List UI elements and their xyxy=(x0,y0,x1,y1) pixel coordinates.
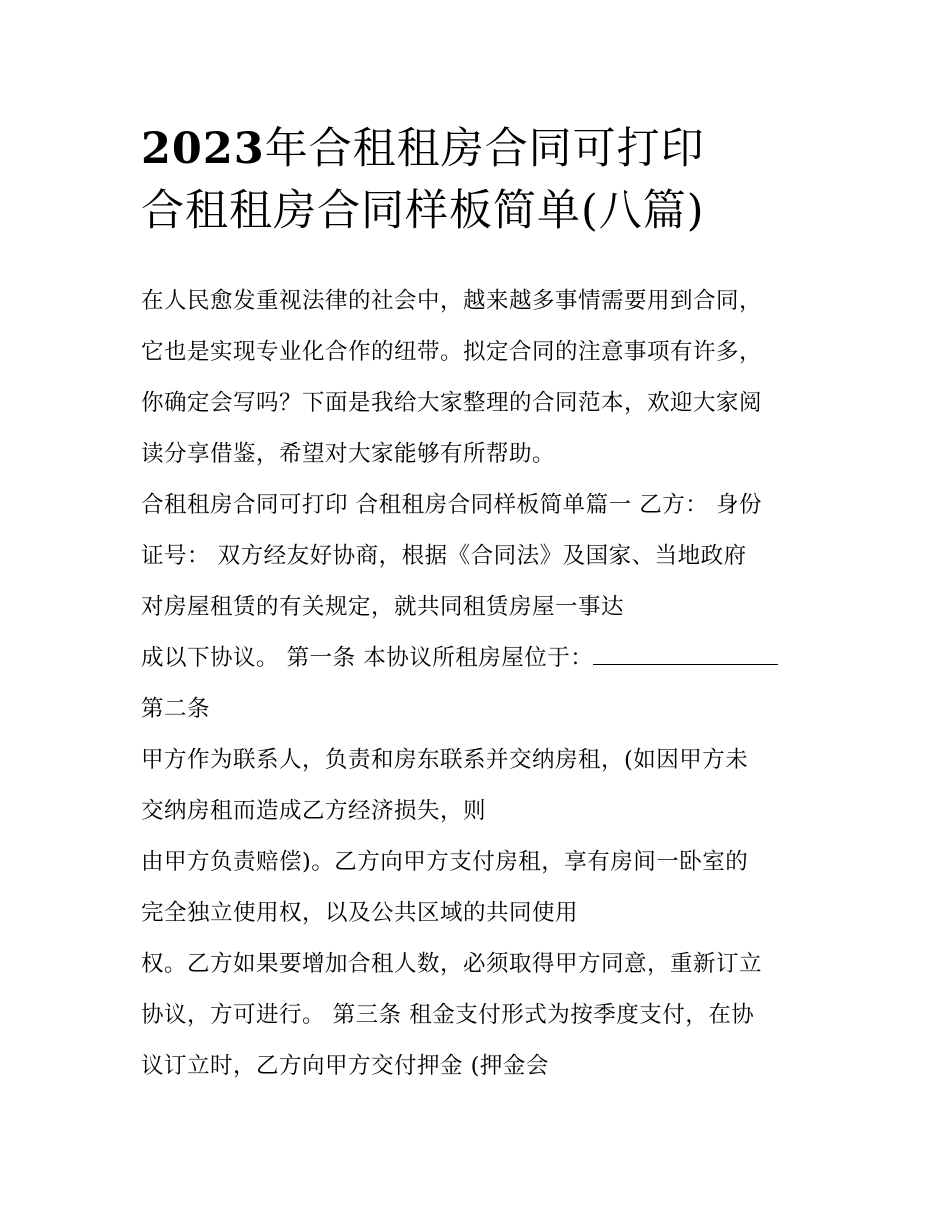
document-title xyxy=(141,118,841,242)
text-line: 协议，方可进行。 第三条 租金支付形式为按季度支付，在协 xyxy=(141,1002,755,1028)
text-line: 它也是实现专业化合作的纽带。拟定合同的注意事项有许多， xyxy=(141,339,763,365)
text-line: 权。乙方如果要增加合租人数，必须取得甲方同意，重新订立 xyxy=(141,951,763,977)
text-line: 甲方作为联系人，负责和房东联系并交纳房租，(如因甲方未 xyxy=(141,747,749,773)
text-line: 证号： 双方经友好协商，根据《合同法》及国家、当地政府 xyxy=(141,543,747,569)
text-line: 议订立时，乙方向甲方交付押金 (押金会 xyxy=(141,1053,549,1079)
text-line: 在人民愈发重视法律的社会中，越来越多事情需要用到合同， xyxy=(141,288,763,314)
text-line: 第二条 xyxy=(141,696,211,722)
text-line: 你确定会写吗？下面是我给大家整理的合同范本，欢迎大家阅 xyxy=(141,390,763,416)
fill-in-blank xyxy=(593,637,778,665)
text-line: 由甲方负责赔偿)。乙方向甲方支付房租，享有房间一卧室的 xyxy=(141,849,749,875)
title-line-1 xyxy=(141,118,841,180)
text-line: 完全独立使用权，以及公共区域的共同使用 xyxy=(141,900,579,926)
title-year: 2023 xyxy=(141,124,265,174)
text-line-with-blank xyxy=(141,636,821,687)
text-line: 交纳房租而造成乙方经济损失，则 xyxy=(141,798,487,824)
document-body xyxy=(141,279,821,1095)
title-line-2: 合租租房合同样板简单(八篇) xyxy=(141,186,705,236)
text-line: 对房屋租赁的有关规定，就共同租赁房屋一事达 xyxy=(141,594,625,620)
text-line: 合租租房合同可打印 合租租房合同样板简单篇一 乙方： 身份 xyxy=(141,492,762,518)
text-line-content: 成以下协议。 第一条 本协议所租房屋位于： xyxy=(141,645,594,671)
text-line: 读分享借鉴，希望对大家能够有所帮助。 xyxy=(141,441,556,467)
title-line-1-text: 年合租租房合同可打印 xyxy=(264,124,705,174)
